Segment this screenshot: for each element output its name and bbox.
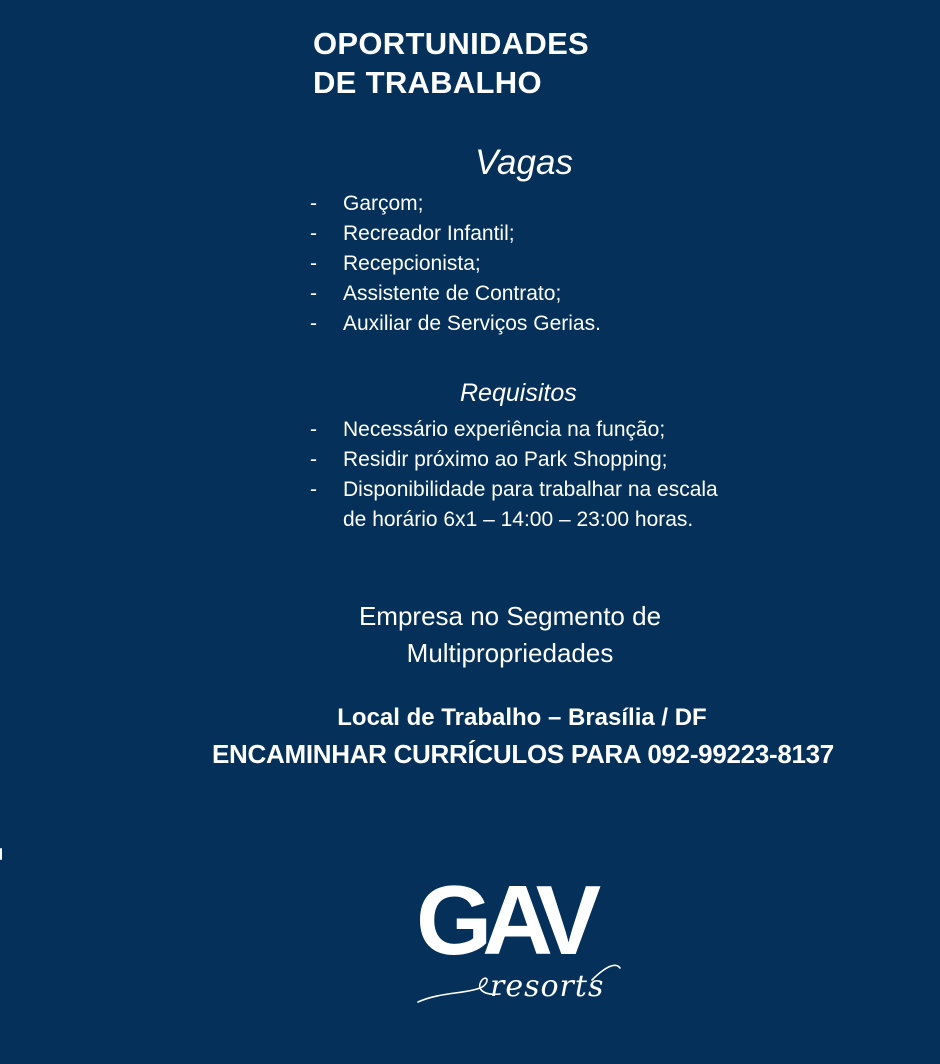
company-description (300, 598, 720, 672)
list-dash: - (310, 222, 317, 245)
vaga-text: Auxiliar de Serviços Gerias. (343, 312, 601, 335)
list-dash: - (310, 312, 317, 335)
list-item (310, 475, 730, 535)
company-line-1: Empresa no Segmento de (358, 601, 662, 631)
list-item (310, 219, 601, 249)
list-item (310, 249, 601, 279)
vagas-list (310, 189, 601, 339)
list-item (310, 415, 730, 445)
work-location: Local de Trabalho – Brasília / DF (337, 704, 707, 731)
list-item (310, 445, 730, 475)
list-dash: - (310, 478, 317, 501)
logo-wordmark: GAV (416, 865, 592, 975)
requisito-text: Residir próximo ao Park Shopping; (343, 448, 668, 471)
vaga-text: Assistente de Contrato; (343, 282, 562, 305)
company-line-2: Multipropriedades (406, 638, 614, 668)
list-dash: - (310, 282, 317, 305)
list-dash: - (310, 252, 317, 275)
list-item (310, 309, 601, 339)
requisitos-list (310, 415, 730, 535)
requisito-text: Disponibilidade para trabalhar na escala de horário 6x1 – 14:00 – 23:00 horas. (343, 478, 718, 531)
logo-swash (418, 978, 500, 1002)
vaga-text: Garçom; (343, 192, 424, 215)
requisito-text: Necessário experiência na função; (343, 418, 666, 441)
list-item (310, 189, 601, 219)
list-dash: - (310, 418, 317, 441)
vaga-text: Recepcionista; (343, 252, 481, 275)
page-title (313, 24, 589, 102)
gav-resorts-logo (410, 856, 630, 1016)
list-dash: - (310, 448, 317, 471)
vagas-heading: Vagas (475, 143, 573, 182)
title-line-1: OPORTUNIDADES (313, 26, 590, 61)
contact-instruction: ENCAMINHAR CURRÍCULOS PARA 092-99223-8137 (212, 739, 834, 769)
vaga-text: Recreador Infantil; (343, 222, 515, 245)
list-item (310, 279, 601, 309)
requisitos-heading: Requisitos (460, 379, 577, 407)
logo-subtext: resorts (490, 969, 605, 1004)
list-dash: - (310, 192, 317, 215)
edge-mark (0, 848, 2, 860)
title-line-2: DE TRABALHO (313, 65, 542, 100)
